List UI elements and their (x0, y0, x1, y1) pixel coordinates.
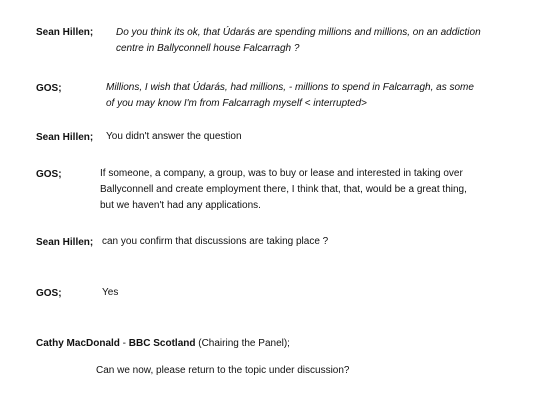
chair-org: BBC Scotland (128, 338, 196, 349)
speaker-label: Sean Hillen; (36, 27, 94, 38)
utterance-line: Millions, I wish that Údarás, had millions, - millions to spend in Falcarragh, as some (106, 82, 474, 93)
utterance-line: If someone, a company, a group, was to buy or lease and interested in taking over (100, 168, 463, 179)
utterance-line: Ballyconnell and create employment there, I think that, that, would be a great thing, (100, 184, 467, 195)
utterance-line: can you confirm that discussions are taking place ? (102, 236, 329, 247)
speaker-label: GOS; (36, 169, 62, 180)
utterance-text (102, 285, 118, 301)
utterance-text (116, 25, 481, 57)
chair-name: Cathy MacDonald (36, 338, 120, 349)
utterance-line: but we haven't had any applications. (100, 200, 261, 211)
utterance-text (102, 234, 328, 250)
speaker-label: Sean Hillen; (36, 237, 94, 248)
chair-utterance (96, 363, 350, 379)
utterance-line: Can we now, please return to the topic under discussion? (96, 365, 350, 376)
utterance-text (100, 166, 467, 214)
speaker-label: Sean Hillen; (36, 132, 94, 143)
chair-separator: - (119, 338, 129, 349)
utterance-line: Do you think its ok, that Údarás are spending millions and millions, on an addiction (116, 27, 481, 38)
chair-label (36, 337, 290, 350)
utterance-text (106, 80, 474, 112)
utterance-line: centre in Ballyconnell house Falcarragh ? (116, 43, 300, 54)
utterance-line: Yes (102, 287, 119, 298)
speaker-label: GOS; (36, 288, 62, 299)
utterance-line: You didn't answer the question (106, 131, 242, 142)
utterance-text (106, 129, 242, 145)
speaker-label: GOS; (36, 83, 62, 94)
utterance-line: of you may know I'm from Falcarragh myself < interrupted> (106, 98, 367, 109)
chair-role: (Chairing the Panel); (195, 338, 290, 349)
